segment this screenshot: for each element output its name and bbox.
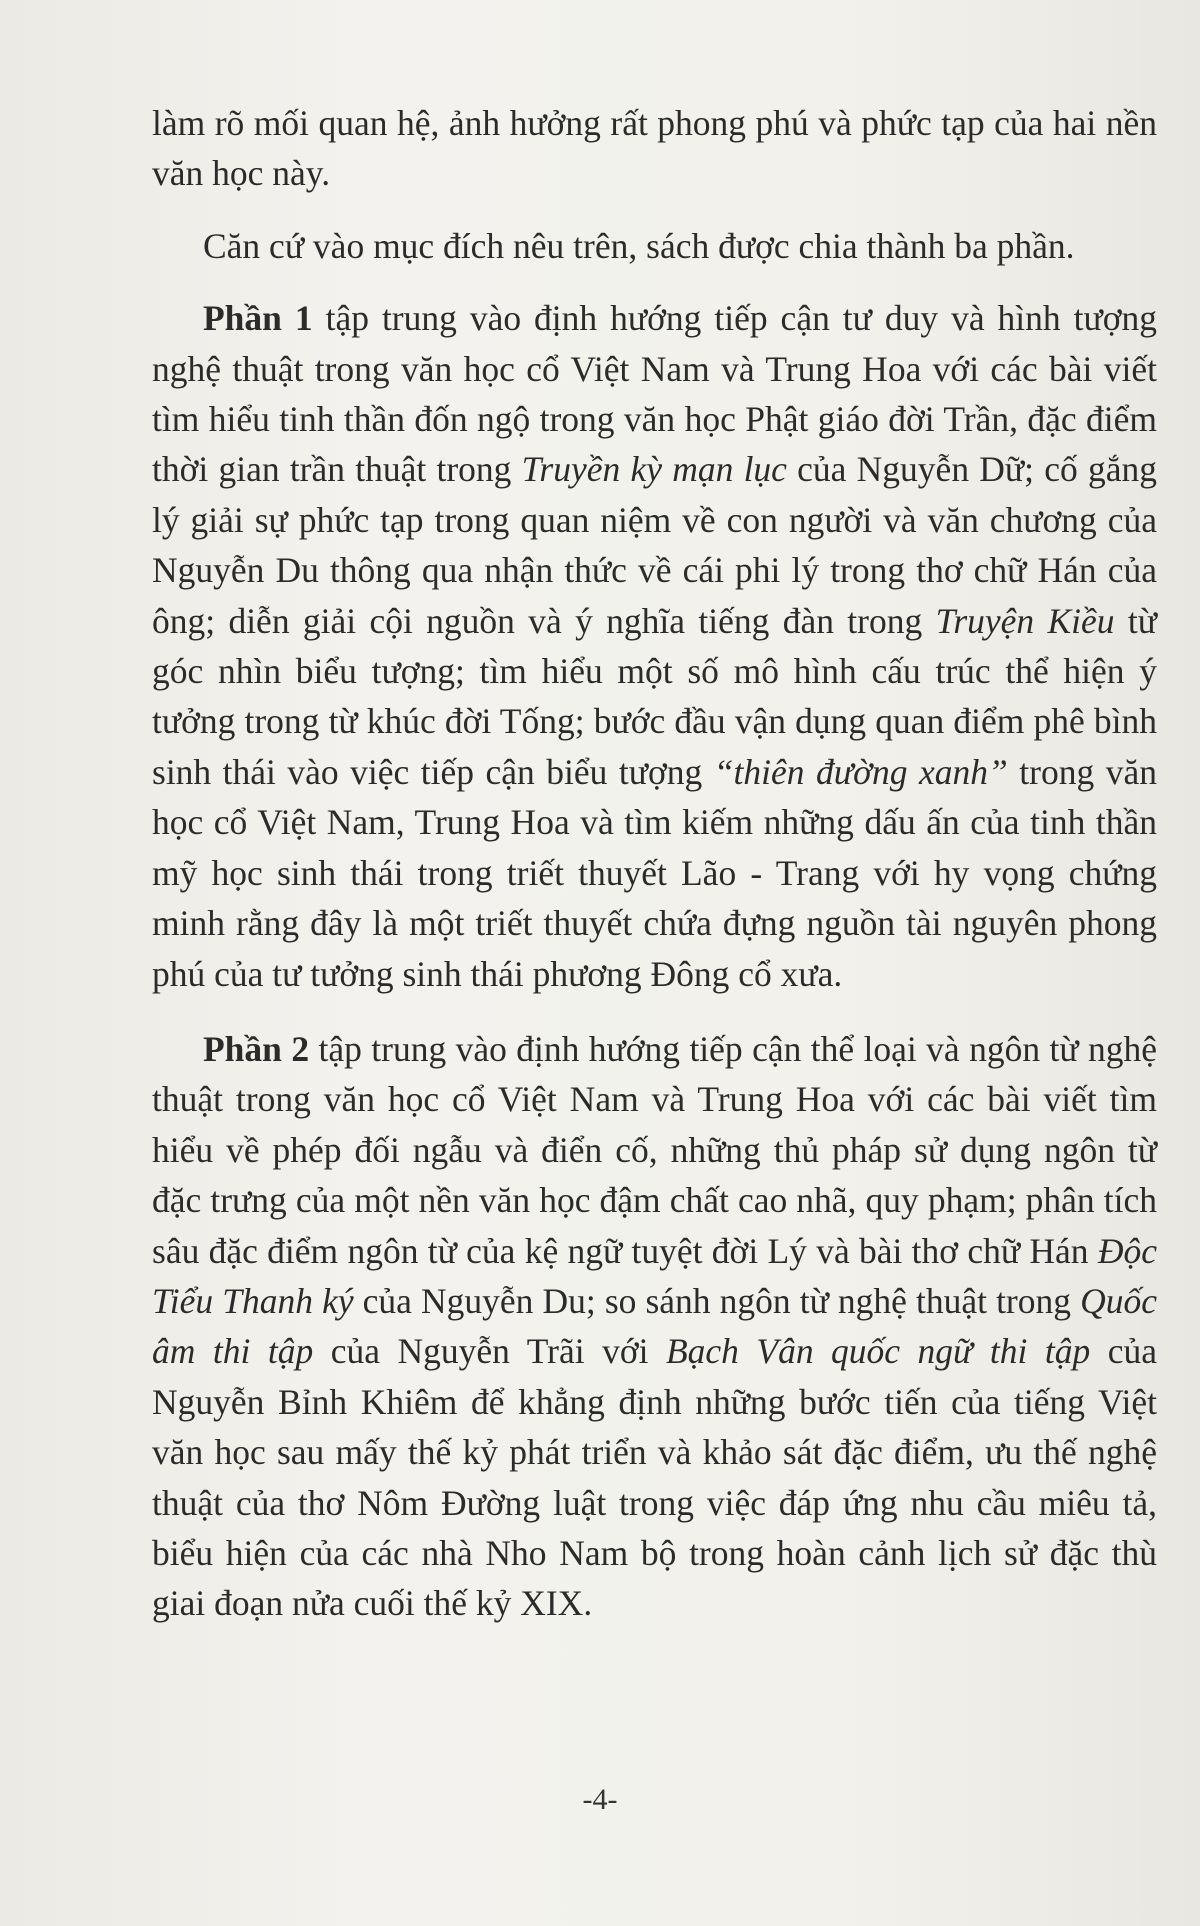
paragraph-text: của Nguyễn Trãi với (313, 1331, 666, 1372)
quoted-term: “thiên đường xanh” (713, 751, 1008, 792)
paragraph-text: từ góc nhìn biểu tượng; tìm hiểu một số mô hình cấu trúc thể hiện ý tưởng trong từ khúc đời Tống; bước đầu vận dụng quan điểm phê bình sinh thái vào việc tiếp cận biểu tượng (152, 600, 1157, 792)
paragraph-continuation (152, 98, 1157, 199)
book-title: Độc Tiểu Thanh ký (152, 1230, 1157, 1321)
paragraph-text: làm rõ mối quan hệ, ảnh hưởng rất phong phú và phức tạp của hai nền văn học này. (152, 103, 1157, 194)
paragraph-text: của Nguyễn Du; so sánh ngôn từ nghệ thuật trong (353, 1280, 1081, 1321)
paragraph-part-2 (152, 1024, 1157, 1629)
paragraph-intro (152, 221, 1157, 271)
paragraph-text: của Nguyễn Dữ; cố gắng lý giải sự phức tạp trong quan niệm về con người và văn chương của Nguyễn Du thông qua nhận thức về cái phi lý trong thơ chữ Hán của ông; diễn giải cội nguồn và ý nghĩa tiếng đàn trong (152, 449, 1157, 641)
paragraph-text: tập trung vào định hướng tiếp cận thể loại và ngôn từ nghệ thuật trong văn học cổ Việt Nam và Trung Hoa với các bài viết tìm hiểu về phép đối ngẫu và điển cố, những thủ pháp sử dụng ngôn từ đặc trưng của một nền văn học đậm chất cao nhã, quy phạm; phân tích sâu đặc điểm ngôn từ của kệ ngữ tuyệt đời Lý và bài thơ chữ Hán (152, 1028, 1157, 1271)
book-title: Truyện Kiều (935, 600, 1115, 641)
part-heading: Phần 1 (203, 298, 313, 339)
paragraph-text: của Nguyễn Bỉnh Khiêm để khẳng định những bước tiến của tiếng Việt văn học sau mấy thế kỷ phát triển và khảo sát đặc điểm, ưu thế nghệ thuật của thơ Nôm Đường luật trong việc đáp ứng nhu cầu miêu tả, biểu hiện của các nhà Nho Nam bộ trong hoàn cảnh lịch sử đặc thù giai đoạn nửa cuối thế kỷ XIX. (152, 1331, 1158, 1624)
paragraph-text: Căn cứ vào mục đích nêu trên, sách được chia thành ba phần. (203, 225, 1075, 266)
paragraph-text: trong văn học cổ Việt Nam, Trung Hoa và tìm kiếm những dấu ấn của tinh thần mỹ học sinh thái trong triết thuyết Lão - Trang với hy vọng chứng minh rằng đây là một triết thuyết chứa đựng nguồn tài nguyên phong phú của tư tưởng sinh thái phương Đông cổ xưa. (152, 751, 1157, 994)
body-text (152, 98, 1157, 1629)
book-title: Quốc âm thi tập (152, 1280, 1157, 1372)
book-title: Bạch Vân quốc ngữ thi tập (665, 1331, 1091, 1372)
page-number: -4- (582, 1783, 618, 1816)
paragraph-part-1 (152, 293, 1157, 999)
paragraph-text: tập trung vào định hướng tiếp cận tư duy và hình tượng nghệ thuật trong văn học cổ Việt Nam và Trung Hoa với các bài viết tìm hiểu tinh thần đốn ngộ trong văn học Phật giáo đời Trần, đặc điểm thời gian trần thuật trong (152, 298, 1157, 490)
part-heading: Phần 2 (203, 1028, 310, 1069)
book-title: Truyền kỳ mạn lục (521, 449, 787, 490)
